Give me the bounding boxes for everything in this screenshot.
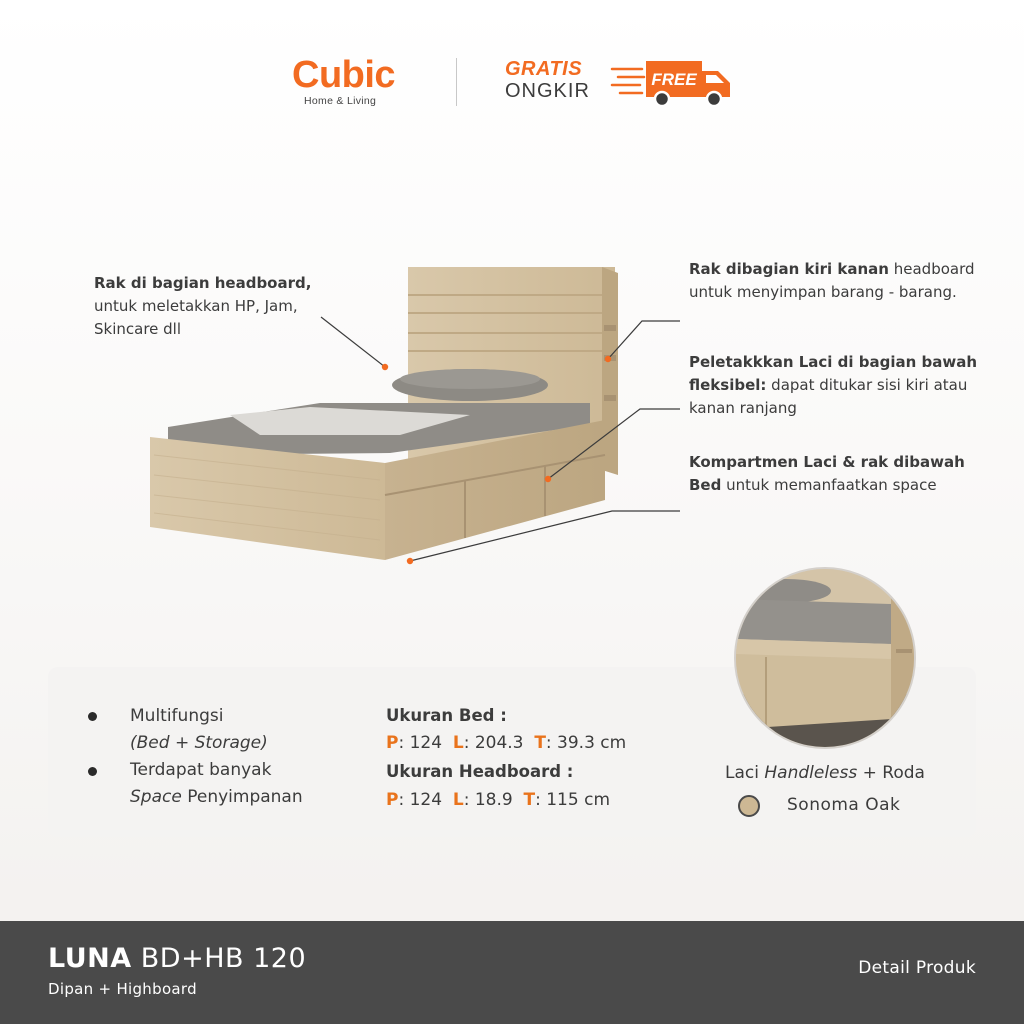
promo-gratis: GRATIS bbox=[505, 58, 583, 80]
feature-storage-space-label: Terdapat banyak bbox=[130, 760, 272, 780]
hb-l-label: L bbox=[452, 790, 464, 810]
feature-space-rest: Penyimpanan bbox=[181, 787, 303, 807]
bed-size-title: Ukuran Bed : bbox=[386, 706, 507, 725]
feature-multifungsi-detail: (Bed + Storage) bbox=[130, 733, 268, 753]
hb-t-value: : 115 cm bbox=[535, 790, 610, 810]
drawer-feature-label bbox=[700, 763, 950, 783]
laci-suffix: + Roda bbox=[857, 763, 925, 783]
callout-side-shelves-text: headboard untuk menyimpan barang - barang. bbox=[689, 260, 975, 301]
callout-drawer-compartment-text: untuk memanfaatkan space bbox=[726, 476, 937, 494]
feature-multifungsi-label: Multifungsi bbox=[130, 706, 224, 726]
color-swatch bbox=[738, 795, 760, 817]
detail-produk-label: Detail Produk bbox=[858, 958, 976, 978]
laci-italic: Handleless bbox=[764, 763, 858, 783]
callout-side-shelves-title: Rak dibagian kiri kanan bbox=[689, 260, 889, 278]
logo-subtitle: Home & Living bbox=[304, 95, 377, 107]
callout-drawer-compartment-title: Kompartmen Laci & rak dibawah Bed bbox=[689, 453, 965, 494]
hb-p-value: : 124 bbox=[398, 790, 453, 810]
callout-drawer-placement bbox=[689, 351, 989, 420]
logo-text: Cubic bbox=[292, 54, 396, 96]
bed-t-value: : 39.3 cm bbox=[545, 733, 627, 753]
bed-size-values bbox=[386, 733, 626, 753]
hb-t-label: T bbox=[523, 790, 536, 810]
feature-storage-space-detail bbox=[130, 784, 303, 811]
product-subtitle: Dipan + Highboard bbox=[48, 980, 197, 998]
truck-free-label: FREE bbox=[651, 70, 697, 89]
headboard-size-title: Ukuran Headboard : bbox=[386, 762, 574, 781]
header-divider bbox=[456, 58, 457, 106]
brand-logo bbox=[292, 55, 412, 107]
callout-side-shelves bbox=[689, 258, 989, 304]
bed-t-label: T bbox=[534, 733, 546, 753]
feature-space-italic: Space bbox=[130, 787, 182, 807]
callout-headboard-shelf-text: untuk meletakkan HP, Jam, Skincare dll bbox=[94, 297, 298, 338]
bullet-dot bbox=[88, 712, 97, 721]
callout-drawer-placement-text: dapat ditukar sisi kiri atau kanan ranjang bbox=[689, 376, 968, 417]
bed-p-label: P bbox=[386, 733, 399, 753]
callout-drawer-compartment bbox=[689, 451, 989, 497]
bed-p-value: : 124 bbox=[398, 733, 453, 753]
bed-l-value: : 204.3 bbox=[463, 733, 535, 753]
laci-prefix: Laci bbox=[725, 763, 765, 783]
bullet-dot bbox=[88, 767, 97, 776]
product-name-rest: BD+HB 120 bbox=[131, 943, 307, 974]
color-name: Sonoma Oak bbox=[787, 795, 901, 815]
callout-drawer-placement-title: Peletakkkan Laci di bagian bawah fleksibel: bbox=[689, 353, 978, 394]
product-title bbox=[48, 943, 306, 974]
feature-multifungsi bbox=[130, 703, 268, 757]
callout-headboard-shelf-title: Rak di bagian headboard, bbox=[94, 274, 312, 292]
headboard-size-values bbox=[386, 790, 610, 810]
callout-headboard-shelf bbox=[94, 272, 354, 341]
feature-storage-space bbox=[130, 757, 303, 811]
product-name-bold: LUNA bbox=[48, 943, 132, 974]
hb-l-value: : 18.9 bbox=[463, 790, 524, 810]
drawer-detail-image bbox=[734, 567, 916, 749]
delivery-truck-icon bbox=[610, 55, 735, 110]
drawer-detail-illustration bbox=[736, 569, 916, 749]
promo-ongkir: ONGKIR bbox=[505, 80, 590, 102]
hb-p-label: P bbox=[386, 790, 399, 810]
bed-l-label: L bbox=[452, 733, 464, 753]
